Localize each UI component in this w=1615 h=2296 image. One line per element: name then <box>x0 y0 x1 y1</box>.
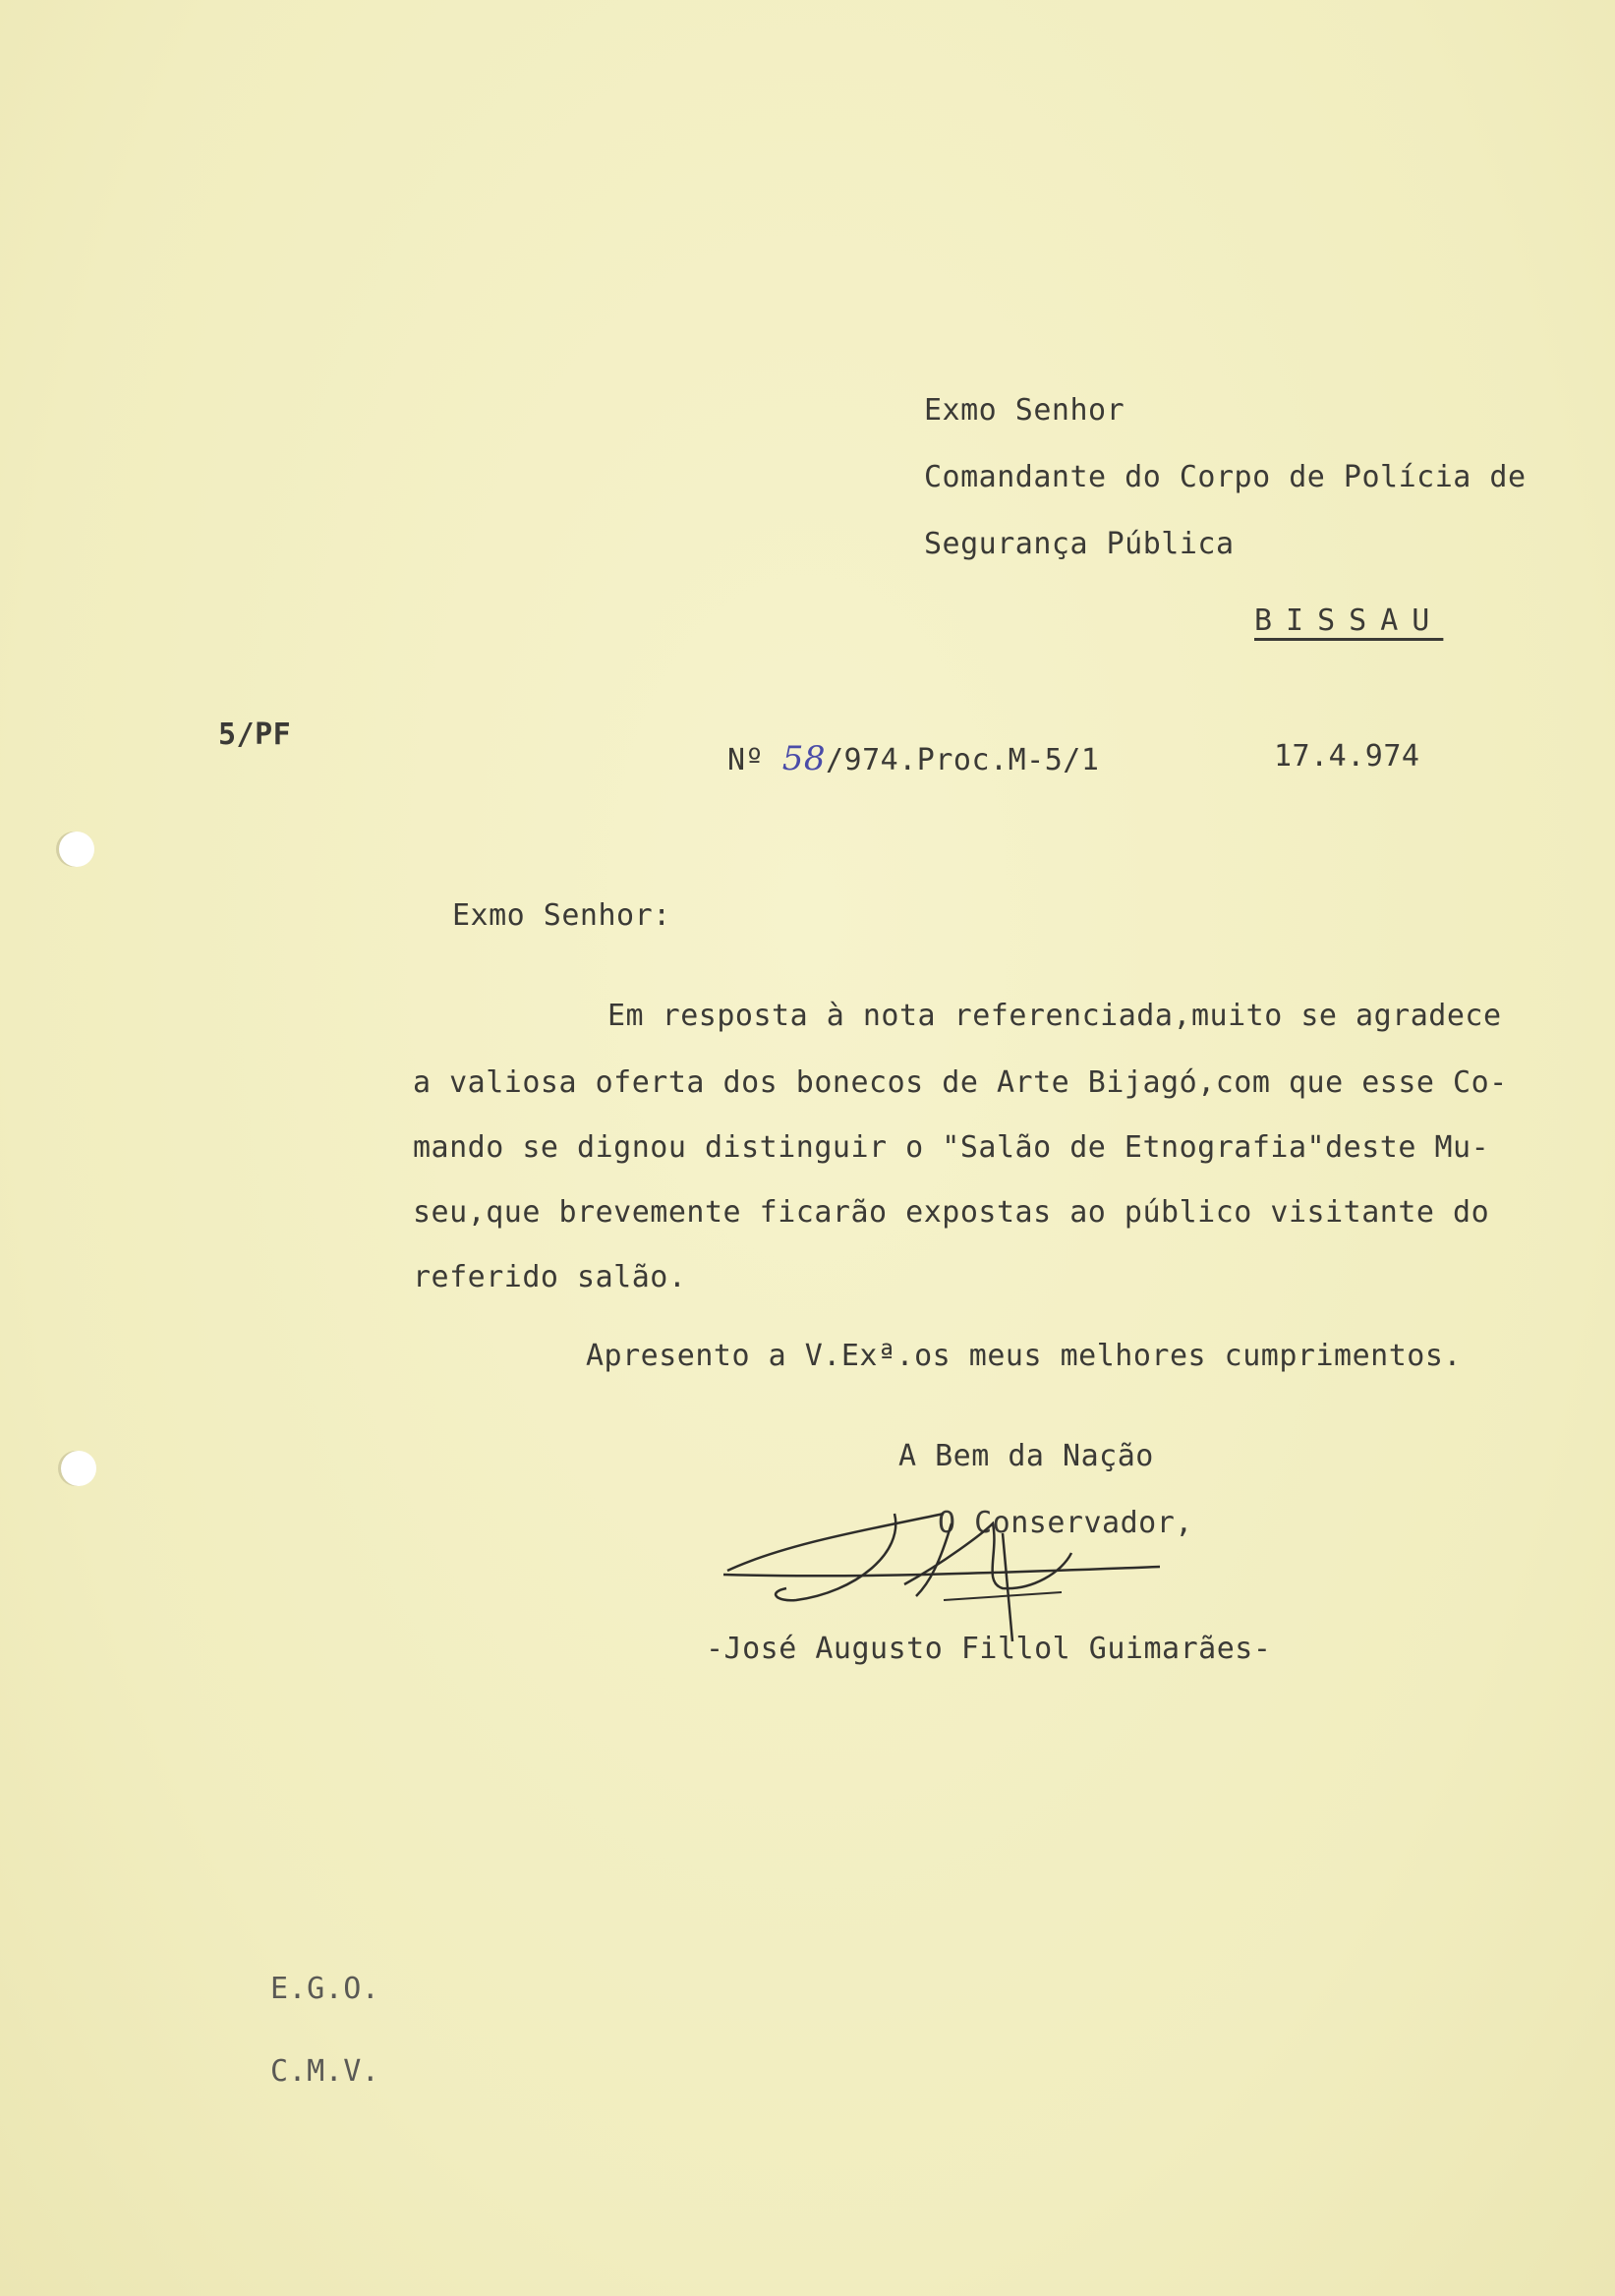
salutation: Exmo Senhor: <box>452 898 671 933</box>
addressee-city: BISSAU <box>1254 603 1444 638</box>
reference-prefix: Nº <box>727 743 765 777</box>
copy-recipient: C.M.V. <box>270 2054 380 2089</box>
punch-hole <box>61 1451 96 1486</box>
addressee-line-2: Comandante do Corpo de Polícia de <box>924 460 1527 494</box>
reference-suffix: /974.Proc.M-5/1 <box>825 743 1100 777</box>
body-line: referido salão. <box>413 1260 687 1294</box>
body-line: mando se dignou distinguir o "Salão de Etnografia"deste Mu- <box>413 1130 1490 1165</box>
copy-recipient: E.G.O. <box>270 1972 380 2006</box>
body-line: seu,que brevemente ficarão expostas ao público visitante do <box>413 1195 1490 1230</box>
motto: A Bem da Nação <box>898 1439 1154 1473</box>
signer-name: -José Augusto Fillol Guimarães- <box>706 1632 1272 1666</box>
addressee-line-1: Exmo Senhor <box>924 393 1125 428</box>
punch-hole <box>59 832 94 867</box>
letter-date: 17.4.974 <box>1274 739 1420 774</box>
addressee-line-3: Segurança Pública <box>924 527 1235 561</box>
body-line: Em resposta à nota referenciada,muito se agradece <box>607 999 1502 1033</box>
body-line: a valiosa oferta dos bonecos de Arte Bijagó,com que esse Co- <box>413 1065 1508 1100</box>
closing-phrase: Apresento a V.Exª.os meus melhores cumprimentos. <box>586 1339 1462 1373</box>
reference-handwritten-number: 58 <box>781 739 826 778</box>
file-code: 5/PF <box>218 718 292 752</box>
signer-role: O Conservador, <box>938 1506 1193 1540</box>
reference-number <box>727 739 1099 778</box>
handwritten-signature <box>708 1494 1180 1651</box>
